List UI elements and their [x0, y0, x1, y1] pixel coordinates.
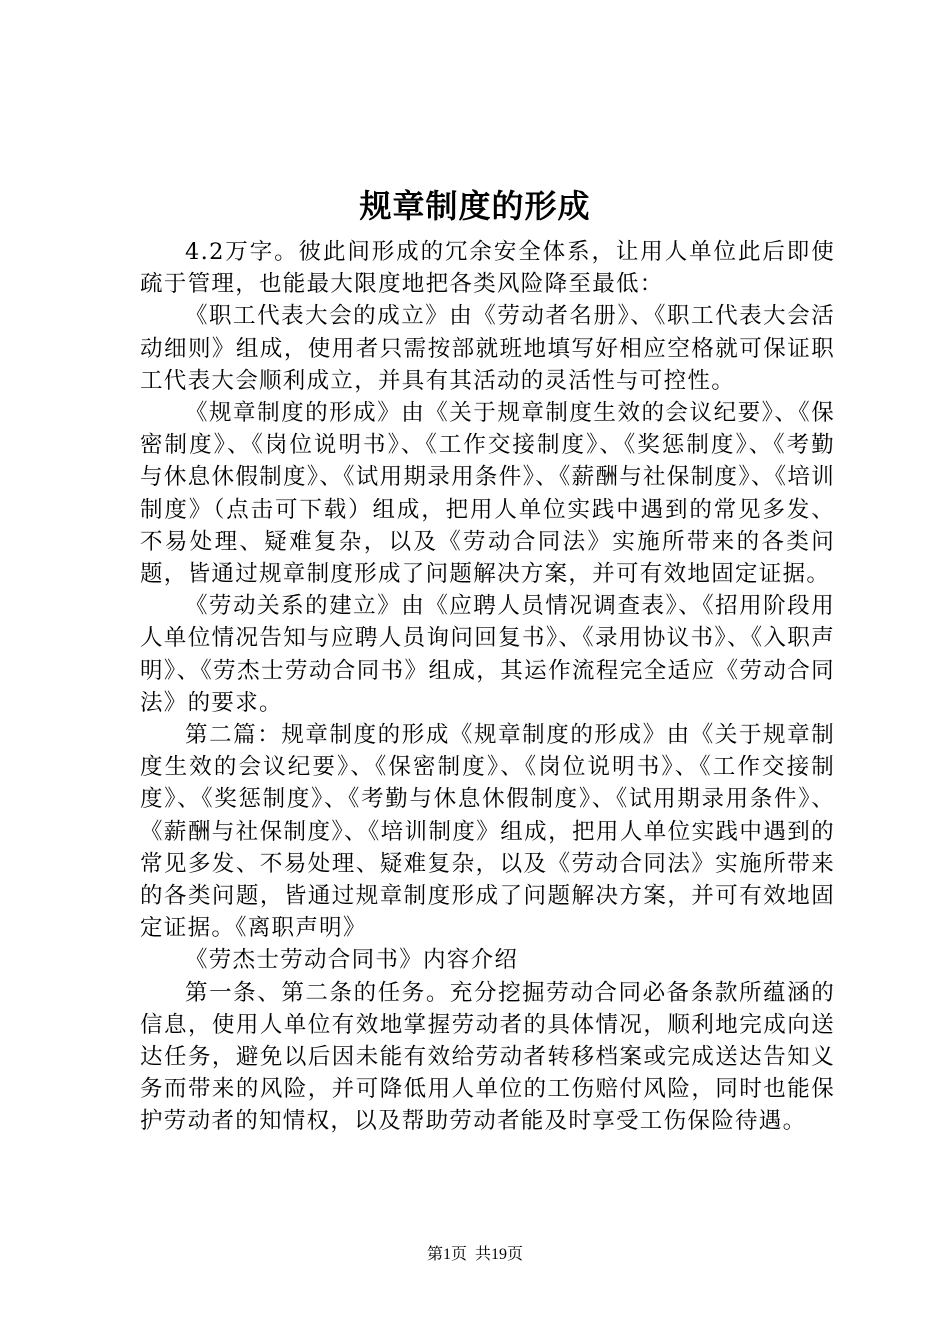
- paragraph-articles: 第一条、第二条的任务。充分挖掘劳动合同必备条款所蕴涵的信息，使用人单位有效地掌握劳动者的具体情况，顺利地完成向送达任务，避免以后因未能有效给劳动者转移档案或完成送达告知义务而带来的风险，并可降低用人单位的工伤赔付风险，同时也能保护劳动者的知情权，以及帮助劳动者能及时享受工伤保险待遇。: [140, 979, 835, 1135]
- paragraph-second-part: 第二篇：规章制度的形成《规章制度的形成》由《关于规章制度生效的会议纪要》、《保密制度》、《岗位说明书》、《工作交接制度》、《奖惩制度》、《考勤与休息休假制度》、《试用期录用条件》、《薪酬与社保制度》、《培训制度》组成，把用人单位实践中遇到的常见多发、不易处理、疑难复杂，以及《劳动合同法》实施所带来的各类问题，皆通过规章制度形成了问题解决方案，并可有效地固定证据。《离职声明》: [140, 722, 835, 942]
- paragraph-intro: 4.2万字。彼此间形成的冗余安全体系，让用人单位此后即使疏于管理，也能最大限度地把各类风险降至最低：: [140, 239, 835, 298]
- page-number-footer: 第1页 共19页: [426, 1246, 523, 1263]
- document-title: 规章制度的形成: [359, 187, 591, 225]
- paragraph-labor-relations: 《劳动关系的建立》由《应聘人员情况调查表》、《招用阶段用人单位情况告知与应聘人员询问回复书》、《录用协议书》、《入职声明》、《劳杰士劳动合同书》组成，其运作流程完全适应《劳动合同法》的要求。: [140, 593, 835, 716]
- document-body: [140, 236, 835, 1138]
- paragraph-contract-intro: 《劳杰士劳动合同书》内容介绍: [185, 947, 519, 974]
- paragraph-congress: 《职工代表大会的成立》由《劳动者名册》、《职工代表大会活动细则》组成，使用者只需按部就班地填写好相应空格就可保证职工代表大会顺利成立，并具有其活动的灵活性与可控性。: [140, 303, 835, 394]
- paragraph-rules: 《规章制度的形成》由《关于规章制度生效的会议纪要》、《保密制度》、《岗位说明书》、《工作交接制度》、《奖惩制度》、《考勤与休息休假制度》、《试用期录用条件》、《薪酬与社保制度》、《培训制度》（点击可下载）组成，把用人单位实践中遇到的常见多发、不易处理、疑难复杂，以及《劳动合同法》实施所带来的各类问题，皆通过规章制度形成了问题解决方案，并可有效地固定证据。: [140, 400, 835, 588]
